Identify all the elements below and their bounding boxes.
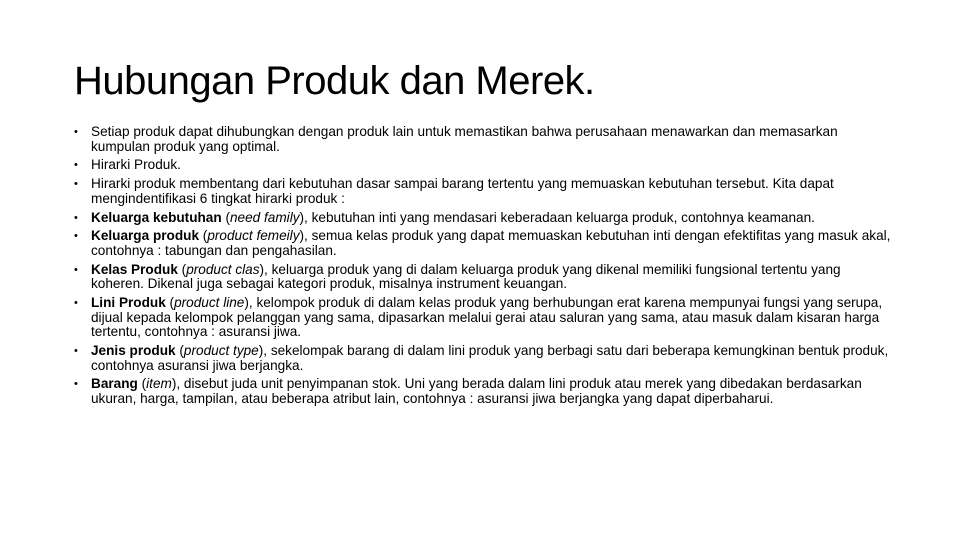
bullet-icon: • bbox=[74, 178, 78, 191]
item-term-english: product line bbox=[174, 295, 245, 311]
item-term-english: product femeily bbox=[207, 228, 300, 244]
item-text: , keluarga produk yang di dalam keluarga produk yang dikenal memiliki fungsional tertentu yang koheren. Dikenal juga sebagai kategori produk, misalnya instrument keuangan. bbox=[91, 261, 841, 292]
list-item: • Kelas Produk (product clas), keluarga produk yang di dalam keluarga produk yang dikenal memiliki fungsional tertentu yang koheren. Dikenal juga sebagai kategori produk, misalnya instrument keuangan. bbox=[74, 261, 841, 292]
list-item bbox=[74, 177, 894, 206]
item-term: Barang bbox=[91, 376, 138, 392]
bullet-icon: • bbox=[74, 230, 78, 243]
bullet-icon: • bbox=[74, 263, 78, 276]
list-item bbox=[74, 158, 894, 173]
list-item: • Barang (item), disebut juda unit penyimpanan stok. Uni yang berada dalam lini produk atau merek yang dibedakan berdasarkan ukuran, harga, tampilan, atau beberapa atribut lain, contohnya : asuransi jiwa berjangka yang dapat diperbaharui. bbox=[74, 376, 862, 406]
bullet-icon: • bbox=[74, 297, 78, 310]
item-text: Setiap produk dapat dihubungkan dengan produk lain untuk memastikan bahwa perusahaan menawarkan dan memasarkan kumpulan produk yang optimal. bbox=[91, 124, 838, 154]
item-text: Hirarki produk membentang dari kebutuhan dasar sampai barang tertentu yang memuaskan kebutuhan tersebut. Kita dapat mengindentifikasi 6 tingkat hirarki produk : bbox=[91, 176, 834, 206]
item-text: , semua kelas produk yang dapat memuaskan kebutuhan inti dengan efektifitas yang masuk akal, contohnya : tabungan dan pengahasilan. bbox=[91, 228, 891, 258]
bullet-icon: • bbox=[74, 211, 78, 224]
bullet-icon: • bbox=[74, 126, 78, 138]
item-text: , sekelompak barang di dalam lini produk yang berbagi satu dari beberapa kemungkinan bentuk produk, contohnya asuransi jiwa berjangka. bbox=[91, 343, 889, 373]
item-text: , kebutuhan inti yang mendasari keberadaan keluarga produk, contohnya keamanan. bbox=[304, 209, 815, 225]
slide-title: Hubungan Produk dan Merek. bbox=[74, 59, 595, 103]
item-text: , disebut juda unit penyimpanan stok. Uni yang berada dalam lini produk atau merek yang dibedakan berdasarkan ukuran, harga, tampilan, atau beberapa atribut lain, contohnya : asuransi jiwa berjangka yang dapat diperbaharui. bbox=[91, 376, 862, 406]
item-term: Lini Produk bbox=[91, 295, 166, 311]
item-term: Kelas Produk bbox=[91, 261, 178, 277]
item-text: , kelompok produk di dalam kelas produk yang berhubungan erat karena mempunyai fungsi yang serupa, dijual kepada kelompok pelanggan yang sama, dipasarkan melalui gerai atau saluran yang sama, atau masuk dalam kisaran harga tertentu, contohnya : asuransi jiwa. bbox=[91, 295, 883, 340]
item-term: Jenis produk bbox=[91, 343, 176, 359]
item-term-english: product type bbox=[183, 343, 259, 359]
bullet-icon: • bbox=[74, 345, 78, 358]
bullet-icon: • bbox=[74, 378, 78, 391]
list-item: • Keluarga produk (product femeily), semua kelas produk yang dapat memuaskan kebutuhan inti dengan efektifitas yang masuk akal, contohnya : tabungan dan pengahasilan. bbox=[74, 228, 891, 258]
item-term: Keluarga kebutuhan bbox=[91, 209, 222, 225]
item-term-english: need family bbox=[230, 209, 300, 225]
bullet-list bbox=[74, 125, 894, 411]
list-item: • Keluarga kebutuhan (need family), kebutuhan inti yang mendasari keberadaan keluarga produk, contohnya keamanan. bbox=[74, 209, 815, 225]
item-term-english: item bbox=[146, 376, 172, 392]
list-item bbox=[74, 125, 894, 154]
bullet-icon: • bbox=[74, 159, 78, 172]
list-item: • Jenis produk (product type), sekelompak barang di dalam lini produk yang berbagi satu dari beberapa kemungkinan bentuk produk, contohnya asuransi jiwa berjangka. bbox=[74, 343, 889, 373]
item-text: Hirarki Produk. bbox=[91, 157, 181, 173]
item-term: Keluarga produk bbox=[91, 228, 200, 244]
list-item: • Lini Produk (product line), kelompok produk di dalam kelas produk yang berhubungan erat karena mempunyai fungsi yang serupa, dijual kepada kelompok pelanggan yang sama, dipasarkan melalui gerai atau saluran yang sama, atau masuk dalam kisaran harga tertentu, contohnya : asuransi jiwa. bbox=[74, 295, 883, 340]
item-term-english: product clas bbox=[186, 261, 260, 277]
